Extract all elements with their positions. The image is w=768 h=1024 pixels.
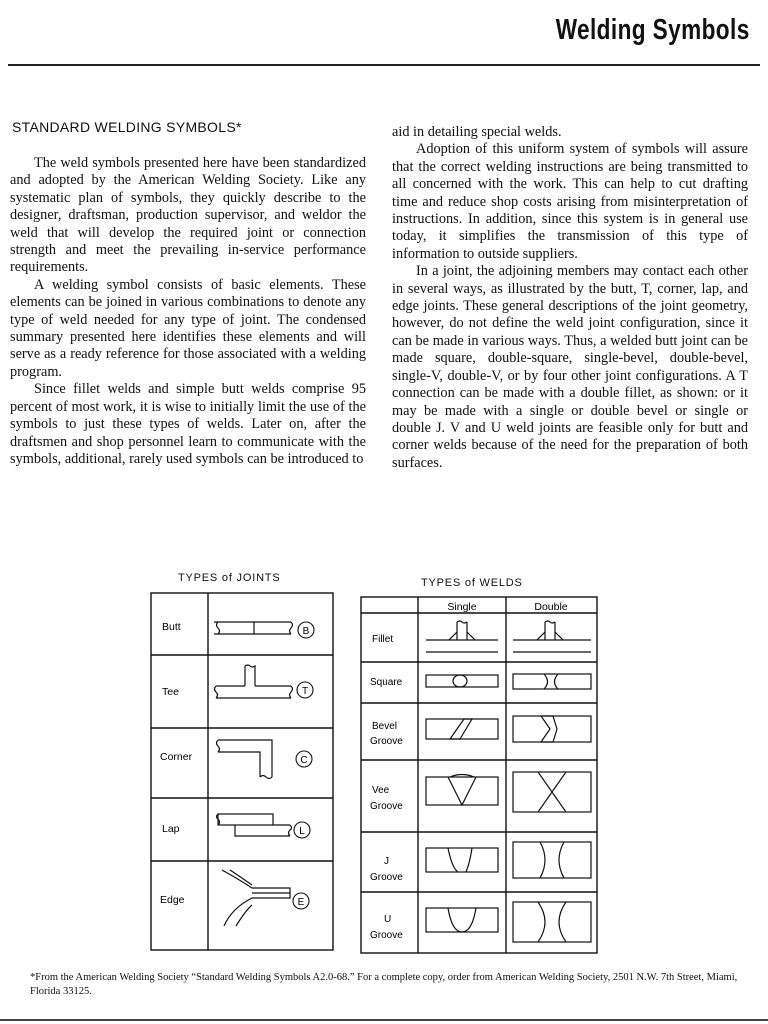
joint-label-lap: Lap: [162, 823, 180, 835]
joint-label-corner: Corner: [160, 751, 193, 763]
bevel-double-icon: [513, 716, 591, 742]
lap-joint-icon: [217, 814, 292, 836]
joint-letter-b: B: [302, 626, 310, 637]
right-column: [392, 124, 748, 472]
weld-label-square: Square: [370, 677, 403, 688]
weld-label-j-groove: Groove: [370, 872, 403, 883]
square-single-icon: [426, 675, 498, 687]
u-single-icon: [426, 908, 498, 932]
welds-title: TYPES of WELDS: [421, 577, 523, 589]
vee-single-icon: [426, 775, 498, 806]
joint-letter-e: E: [297, 897, 305, 908]
joint-label-edge: Edge: [160, 894, 185, 906]
left-paragraph-2: A welding symbol consists of basic elements. These elements can be joined in various combinations to denote any type of weld needed for any type of joint. The condensed summary presented here identifies these elements and will serve as a ready reference for those associated with a welding program.: [10, 276, 366, 380]
weld-label-u: U: [384, 914, 392, 925]
page-header-title: Welding Symbols: [556, 14, 750, 46]
weld-label-vee: Vee: [372, 785, 390, 796]
joints-title: TYPES of JOINTS: [178, 572, 281, 584]
left-paragraph-3: Since fillet welds and simple butt welds comprise 95 percent of most work, it is wise to initially limit the use of the symbols to just these types of welds. Later on, after the draftsmen and shop personnel learn to communicate with the symbols, additional, rarely used symbols can be introduced to: [10, 381, 366, 467]
welds-col-single: Single: [447, 601, 477, 613]
u-double-icon: [513, 902, 591, 942]
vee-double-icon: [513, 772, 591, 812]
right-paragraph-1: Adoption of this uniform system of symbols will assure that the correct welding instructions are being transmitted to all concerned with the work. This can help to cut drafting time and reduce shop costs arising from misinterpretation of instructions. In addition, since this system is in general use today, it simplifies the transmission of this type of information to outside suppliers.: [392, 141, 748, 262]
butt-joint-icon: [214, 622, 293, 634]
weld-label-u-groove: Groove: [370, 930, 403, 941]
edge-joint-icon: [222, 870, 290, 926]
tee-joint-icon: [215, 665, 293, 698]
welds-diagram: [360, 596, 600, 956]
right-paragraph-2: In a joint, the adjoining members may contact each other in several ways, as illustrated by the butt, T, corner, lap, and edge joints. These general descriptions of the joint geometry, however, do not define the weld joint configuration, since it can be made in various ways. Thus, a welded butt joint can be made square, double-square, single-bevel, double-bevel, single-V, double-V, or by four other joint configurations. A T connection can be made with a double fillet, as shown: or it may be made with a single or double bevel or single or double J. V and U weld joints are feasible only for butt and corner welds because of the need for the preparation of both surfaces.: [392, 263, 748, 471]
fillet-single-icon: [426, 621, 498, 652]
weld-label-j: J: [384, 856, 389, 867]
weld-label-bevel: Bevel: [372, 721, 398, 732]
j-single-icon: [426, 848, 498, 872]
header-rule: [8, 64, 760, 66]
weld-label-vee-groove: Groove: [370, 801, 403, 812]
joint-label-butt: Butt: [162, 621, 181, 633]
left-paragraph-1: The weld symbols presented here have been standardized and adopted by the American Welding Society. Like any systematic plan of symbols, they quickly describe to the designer, draftsman, production supervisor, and weldor the weld that will develop the required joint or connection strength and meet the prevailing in-service performance requirements.: [10, 155, 366, 276]
section-title: STANDARD WELDING SYMBOLS*: [12, 119, 242, 135]
joint-letter-c: C: [300, 755, 308, 766]
fillet-double-icon: [513, 621, 591, 652]
right-continuation: aid in detailing special welds.: [392, 124, 562, 140]
j-double-icon: [513, 842, 591, 878]
footnote: *From the American Welding Society “Standard Welding Symbols A2.0-68.” For a complete copy, order from American Welding Society, 2501 N.W. 7th Street, Miami, Florida 33125.: [30, 972, 738, 997]
square-double-icon: [513, 674, 591, 689]
bevel-single-icon: [426, 719, 498, 739]
joint-letter-l: L: [299, 826, 305, 837]
joints-diagram: [150, 592, 335, 952]
corner-joint-icon: [217, 740, 273, 779]
bottom-rule: [0, 1019, 768, 1021]
joint-letter-t: T: [301, 686, 309, 697]
left-column: [10, 155, 366, 468]
weld-label-fillet: Fillet: [372, 634, 394, 645]
weld-label-bevel-groove: Groove: [370, 736, 403, 747]
welds-col-double: Double: [534, 601, 568, 613]
joint-label-tee: Tee: [162, 686, 179, 698]
